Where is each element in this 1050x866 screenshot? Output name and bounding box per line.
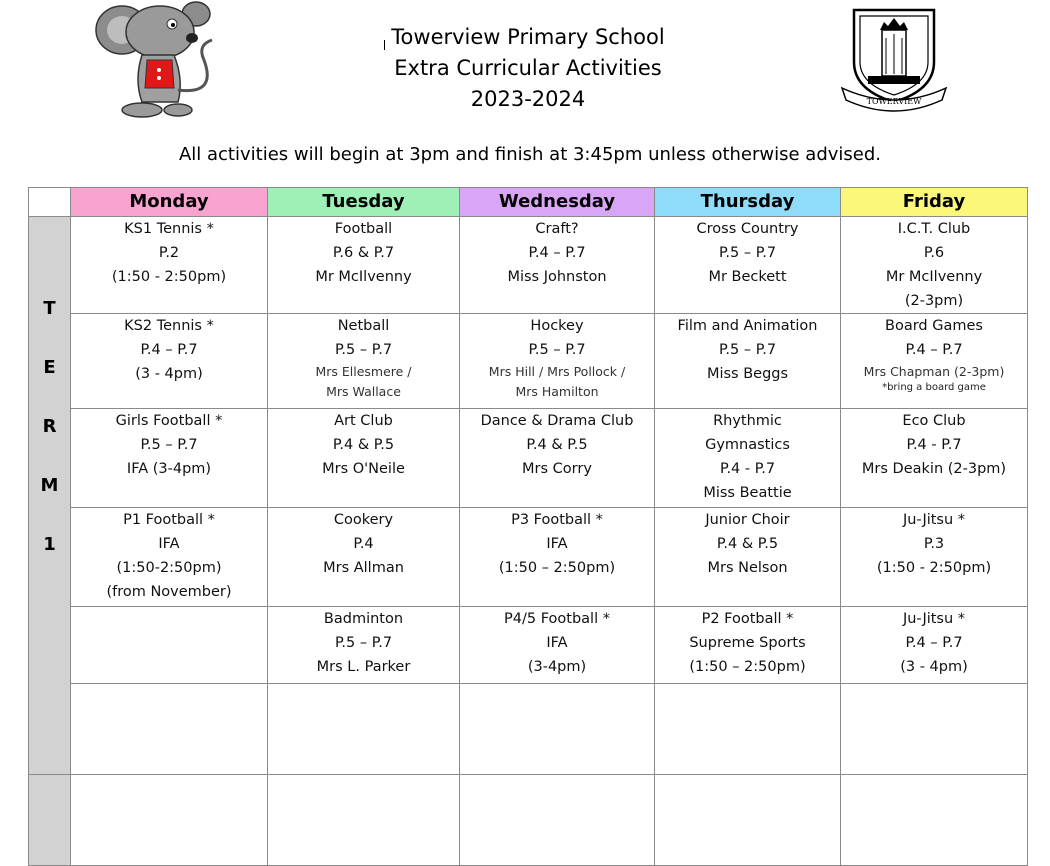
activity-line: P4/5 Football * <box>504 611 610 627</box>
term-letter: E <box>43 357 56 378</box>
activity-line: Mrs Ellesmere / <box>315 364 412 379</box>
activity-line: Cookery <box>333 512 394 528</box>
activity-cell-monday <box>71 508 268 607</box>
activity-cell-tuesday <box>268 314 460 409</box>
activity-line: Craft? <box>535 221 579 237</box>
activity-line: P.5 – P.7 <box>140 437 198 453</box>
timetable-row <box>29 684 1028 775</box>
activity-line: (2-3pm) <box>904 293 964 309</box>
timetable-row <box>29 217 1028 314</box>
activity-cell-tuesday <box>268 508 460 607</box>
activity-line: P.2 <box>158 245 180 261</box>
activity-line: Miss Beattie <box>703 485 792 501</box>
activity-cell-wednesday <box>460 508 655 607</box>
day-header-thursday: Thursday <box>655 188 841 217</box>
day-header-friday: Friday <box>841 188 1028 217</box>
activity-line: Mrs Chapman (2-3pm) <box>863 364 1005 379</box>
timetable-row <box>29 314 1028 409</box>
activity-line: Mrs Corry <box>522 461 592 477</box>
activity-cell-tuesday <box>268 409 460 508</box>
activity-cell-friday <box>841 314 1028 409</box>
timetable-row <box>29 607 1028 684</box>
activity-cell-monday <box>71 409 268 508</box>
activity-line: (1:50-2:50pm) <box>116 560 222 576</box>
term-letter: M <box>40 475 59 496</box>
activity-line: P.5 – P.7 <box>334 342 393 358</box>
activities-timetable <box>28 187 1028 866</box>
activity-line: P.4 – P.7 <box>140 342 198 358</box>
activity-cell-wednesday <box>460 409 655 508</box>
school-crest-icon <box>840 4 948 112</box>
activity-cell-friday <box>841 775 1028 866</box>
activity-line: P.4 – P.7 <box>528 245 586 261</box>
activity-cell-monday <box>71 217 268 314</box>
activity-line: P2 Football * <box>701 611 794 627</box>
school-year: 2023-2024 <box>470 87 586 111</box>
activity-cell-friday <box>841 607 1028 684</box>
activity-line: P.3 <box>923 536 945 552</box>
activity-cell-friday <box>841 684 1028 775</box>
activity-line: P.4 – P.7 <box>905 635 963 651</box>
day-header-wednesday: Wednesday <box>460 188 655 217</box>
school-name: Towerview Primary School <box>391 25 665 49</box>
activity-line: P.4 & P.5 <box>526 437 588 453</box>
activity-line: P.5 – P.7 <box>718 342 777 358</box>
activity-cell-wednesday <box>460 775 655 866</box>
timetable-row <box>29 409 1028 508</box>
activity-line: (3-4pm) <box>527 659 587 675</box>
activity-cell-thursday <box>655 607 841 684</box>
activity-line: Ju-Jitsu * <box>902 611 966 627</box>
activity-line: Mr McIlvenny <box>315 269 412 285</box>
activity-line: P.4 <box>353 536 374 552</box>
activity-line: P.6 <box>923 245 945 261</box>
activity-line: Eco Club <box>902 413 966 429</box>
activity-line: Dance & Drama Club <box>480 413 634 429</box>
activity-cell-tuesday <box>268 217 460 314</box>
activity-cell-thursday <box>655 684 841 775</box>
activity-cell-wednesday <box>460 684 655 775</box>
activity-line: Mrs L. Parker <box>316 659 411 675</box>
activity-line: Mrs Deakin (2-3pm) <box>861 461 1007 477</box>
activity-line: Supreme Sports <box>689 635 806 651</box>
activity-cell-friday <box>841 217 1028 314</box>
activity-line: (1:50 – 2:50pm) <box>498 560 616 576</box>
activity-line: Mr McIlvenny <box>885 269 983 285</box>
activity-line: Mrs Wallace <box>326 384 401 399</box>
activity-line: Netball <box>337 318 390 334</box>
activity-cell-friday <box>841 409 1028 508</box>
activity-cell-tuesday <box>268 607 460 684</box>
activity-line: P3 Football * <box>511 512 603 528</box>
term-letter: 1 <box>43 534 56 555</box>
activity-cell-monday <box>71 607 268 684</box>
activity-line: (1:50 - 2:50pm) <box>111 269 227 285</box>
activity-line: Mr Beckett <box>708 269 787 285</box>
activities-time-note: All activities will begin at 3pm and finish at 3:45pm unless otherwise advised. <box>178 144 882 165</box>
activity-line: (1:50 – 2:50pm) <box>689 659 806 675</box>
activity-cell-thursday <box>655 217 841 314</box>
activity-line: IFA (3-4pm) <box>126 461 212 477</box>
activity-cell-thursday <box>655 314 841 409</box>
activity-line: (3 - 4pm) <box>900 659 968 675</box>
activity-line: KS2 Tennis * <box>124 318 214 334</box>
activity-cell-tuesday <box>268 775 460 866</box>
timetable-row <box>29 508 1028 607</box>
activity-cell-wednesday <box>460 217 655 314</box>
activity-cell-wednesday <box>460 607 655 684</box>
day-header-monday: Monday <box>71 188 268 217</box>
activity-line: IFA <box>158 536 180 552</box>
activity-line: P1 Football * <box>123 512 215 528</box>
activity-line: P.4 - P.7 <box>719 461 776 477</box>
activity-line: P.5 – P.7 <box>718 245 777 261</box>
activity-cell-monday <box>71 684 268 775</box>
activity-cell-friday <box>841 508 1028 607</box>
day-header-tuesday: Tuesday <box>268 188 460 217</box>
page-subtitle: Extra Curricular Activities <box>394 56 662 80</box>
mouse-mascot-icon <box>92 0 222 122</box>
activity-cell-thursday <box>655 775 841 866</box>
activity-line: Football <box>334 221 393 237</box>
svg-text:TOWERVIEW: TOWERVIEW <box>866 97 922 106</box>
activity-cell-thursday <box>655 508 841 607</box>
activity-line: Film and Animation <box>677 318 818 334</box>
activity-cell-tuesday <box>268 684 460 775</box>
activity-line: P.5 – P.7 <box>528 342 586 358</box>
activity-line: Miss Beggs <box>706 366 789 382</box>
activity-line: Rhythmic <box>713 413 782 429</box>
activity-line: (from November) <box>106 584 232 600</box>
activity-line: Mrs O'Neile <box>322 461 405 477</box>
activity-line: Mrs Allman <box>323 560 404 576</box>
page-header <box>0 0 1050 180</box>
activity-line: (1:50 - 2:50pm) <box>876 560 992 576</box>
activity-line: P.5 – P.7 <box>334 635 393 651</box>
term-letter: R <box>42 416 57 437</box>
activity-line: Gymnastics <box>705 437 790 453</box>
activity-line: Mrs Hill / Mrs Pollock / <box>488 364 626 379</box>
activity-line: KS1 Tennis * <box>124 221 214 237</box>
activity-line: Art Club <box>334 413 393 429</box>
activity-line: Miss Johnston <box>507 269 607 285</box>
activity-line: P.4 – P.7 <box>905 342 963 358</box>
activity-line: I.C.T. Club <box>897 221 971 237</box>
day-header-row <box>29 188 1028 217</box>
activity-cell-monday <box>71 775 268 866</box>
activity-line: P.6 & P.7 <box>332 245 395 261</box>
activity-cell-wednesday <box>460 314 655 409</box>
activity-line: P.4 - P.7 <box>906 437 962 453</box>
activity-line: Hockey <box>530 318 584 334</box>
activity-line: Mrs Hamilton <box>515 384 599 399</box>
activity-cell-thursday <box>655 409 841 508</box>
activity-cell-monday <box>71 314 268 409</box>
activity-line: Ju-Jitsu * <box>902 512 966 528</box>
activity-line: Mrs Nelson <box>707 560 788 576</box>
timetable-row <box>29 775 1028 866</box>
activity-line: Board Games <box>885 318 983 334</box>
activity-line: Junior Choir <box>705 512 790 528</box>
activity-line: Badminton <box>323 611 404 627</box>
activity-line: (3 - 4pm) <box>135 366 203 382</box>
activity-line: P.4 & P.5 <box>332 437 395 453</box>
term-letter: T <box>43 298 56 319</box>
activity-line: Girls Football * <box>115 413 223 429</box>
activity-line: Cross Country <box>696 221 799 237</box>
activity-line: P.4 & P.5 <box>716 536 779 552</box>
corner-cell <box>29 188 71 217</box>
activity-line: *bring a board game <box>882 382 986 393</box>
term-2-label <box>29 775 71 866</box>
activity-line: IFA <box>546 635 568 651</box>
term-1-label <box>29 217 71 775</box>
activity-line: IFA <box>546 536 568 552</box>
